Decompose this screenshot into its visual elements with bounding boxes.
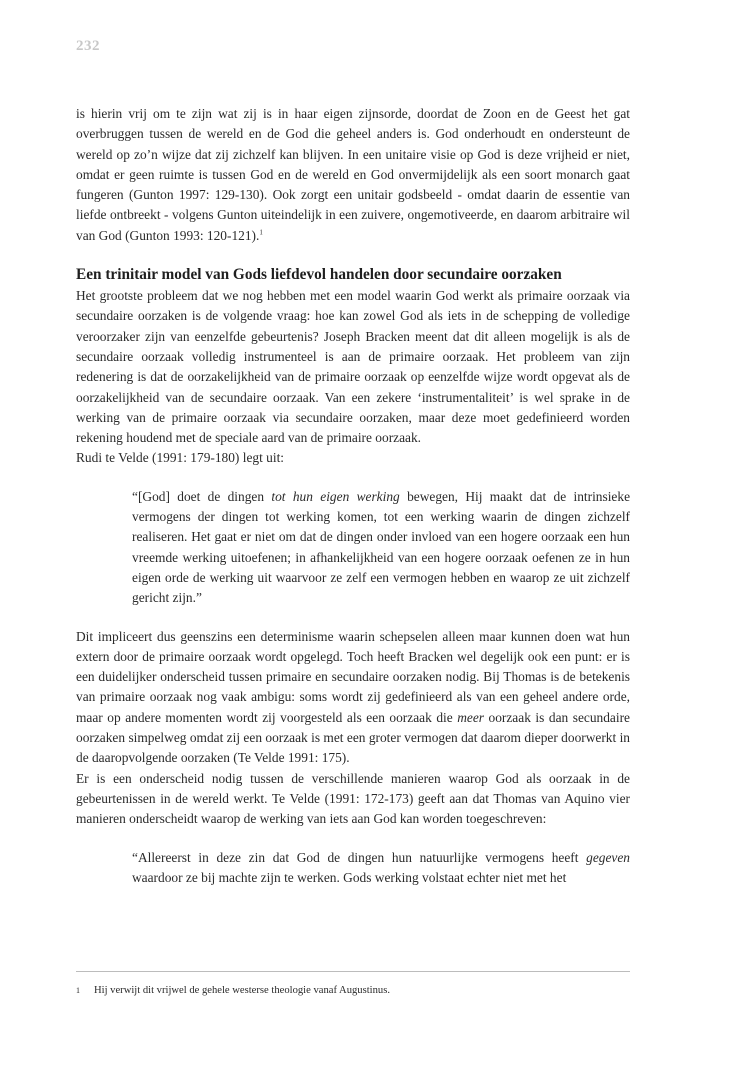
footnote-divider — [76, 971, 630, 972]
footnote — [76, 984, 630, 998]
block-quote-thomas — [132, 848, 630, 889]
emphasis: tot hun eigen werking — [271, 488, 400, 504]
emphasis: gegeven — [586, 849, 630, 865]
paragraph-intro-text: is hierin vrij om te zijn wat zij is in haar eigen zijnsorde, doordat de Zoon en de Geest het gat overbruggen tussen de wereld en de God die geheel anders is. God onderhoudt en ondersteunt de wereld op zo’n wijze dat zij zichzelf kan blijven. In een unitaire visie op God is deze vrijheid er niet, omdat er geen ruimte is tussen God en de wereld en God onvermijdelijk als een soort monarch gaat fungeren (Gunton 1997: 129-130). Ook zorgt een unitair godsbeeld - omdat daarin de essentie van liefde ontbreekt - volgens Gunton uiteindelijk in een zuivere, ongemotiveerde, en daarom arbitraire wil van God (Gunton 1993: 120-121). — [76, 106, 630, 243]
footnote-mark: 1 — [76, 986, 80, 995]
page-number: 232 — [76, 38, 100, 54]
footnote-text: Hij verwijt dit vrijwel de gehele westerse theologie vanaf Augustinus. — [94, 985, 390, 996]
paragraph-intro — [76, 104, 630, 246]
block-quote-te-velde — [132, 487, 630, 609]
paragraph-four-ways: Er is een onderscheid nodig tussen de verschillende manieren waarop God als oorzaak in de gebeurtenissen in de wereld werkt. Te Velde (1991: 172-173) geeft aan dat Thomas van Aquino vier manieren onderscheidt waarop de werking van iets aan God kan worden toegeschreven: — [76, 770, 630, 827]
paragraph-determinism: Dit impliceert dus geenszins een determinisme waarin schepselen alleen maar kunnen doen wat hun extern door de primaire oorzaak wordt opgelegd. Toch heeft Bracken wel degelijk ook een punt: er is een duidelijker onderscheid tussen primaire en secundaire oorzaken nodig. Bij Thomas is de betekenis van primaire oorzaak nog vaak ambigu: soms wordt zij gedefinieerd als van een geheel andere orde, maar op andere momenten wordt zij voorgesteld als een oorzaak die meer oorzaak is dan secundaire oorzaken simpelweg omdat zij een oorzaak is met een groter vermogen dat daarom dieper doorwerkt in de daaropvolgende oorzaken (Te Velde 1991: 175). — [76, 628, 630, 766]
footnote-reference: 1 — [259, 228, 263, 237]
paragraph-bracken: Het grootste probleem dat we nog hebben met een model waarin God werkt als primaire oorzaak via secundaire oorzaken is de volgende vraag: hoe kan zowel God als iets in de schepping de volledige veroorzaker zijn van eenzelfde gebeurtenis? Joseph Bracken meent dat dit alleen mogelijk is als de secundaire oorzaak volledig instrumenteel is aan de primaire oorzaak. Het probleem van zijn redenering is dat de oorzakelijkheid van de primaire oorzaak op eenzelfde wijze wordt opgevat als de oorzakelijkheid van de secundaire oorzaak. Van een zekere ‘instrumentaliteit’ is wel sprake in de werking van de primaire oorzaak via secundaire oorzaken, maar deze moet gedefinieerd worden rekening houdend met de speciale aard van de primaire oorzaak. — [76, 288, 630, 446]
block-quote-text: “Allereerst in deze zin dat God de dingen hun natuurlijke vermogens heeft gegeven waardoor ze bij machte zijn te werken. Gods werking volstaat echter niet met het — [132, 849, 630, 885]
paragraph-te-velde-intro: Rudi te Velde (1991: 179-180) legt uit: — [76, 450, 285, 466]
page-body — [76, 104, 630, 888]
emphasis: meer — [457, 709, 484, 725]
section-heading: Een trinitair model van Gods liefdevol handelen door secundaire oorzaken — [76, 266, 562, 284]
block-quote-text: “[God] doet de dingen tot hun eigen werking bewegen, Hij maakt dat de intrinsieke vermogens der dingen tot werking komen, tot een werking waarin de dingen zichzelf realiseren. Het gaat er niet om dat de dingen onder invloed van een hogere oorzaak een hun vreemde werking uitoefenen; in afhankelijkheid van een hogere oorzaak oefenen ze in hun eigen orde de werking uit waarvoor ze zelf een vermogen hebben en waarop ze uit zichzelf gericht zijn.” — [132, 488, 631, 606]
